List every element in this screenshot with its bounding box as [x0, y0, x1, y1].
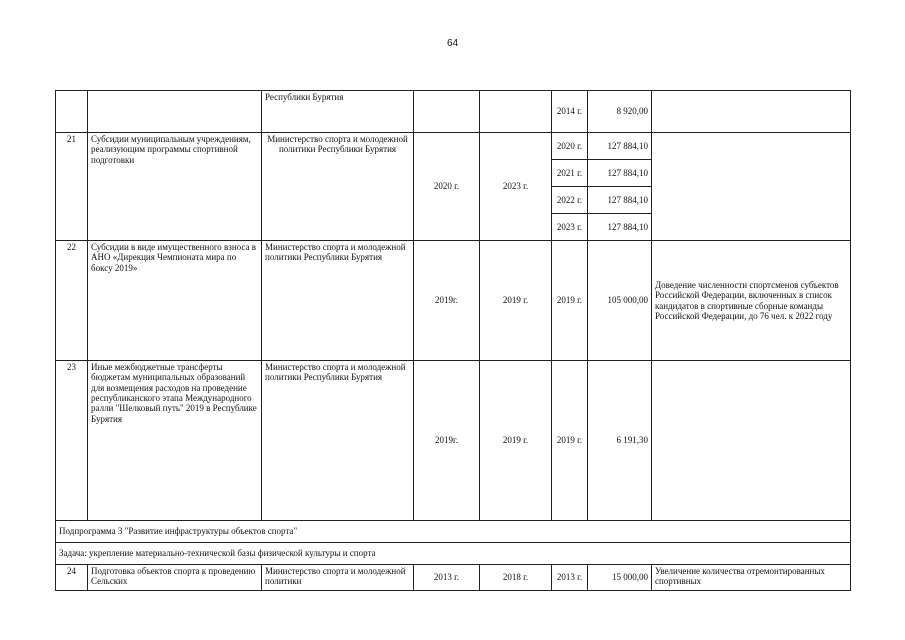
cell-responsible: Министерство спорта и молодежной политики Республики Бурятия [262, 241, 414, 361]
cell-result [652, 361, 851, 521]
cell-amount: 127 884,10 [588, 133, 652, 160]
task-heading: Задача: укрепление материально-технической базы физической культуры и спорта [56, 543, 851, 565]
cell-end: 2023 г. [480, 133, 552, 241]
cell-name [88, 91, 262, 133]
cell-num [56, 91, 88, 133]
cell-num: 23 [56, 361, 88, 521]
table-row-task [56, 543, 851, 565]
cell-responsible: Республики Бурятия [262, 91, 414, 133]
cell-end [480, 91, 552, 133]
table-row-24 [56, 565, 851, 591]
cell-result: Увеличение количества отремонтированных спортивных [652, 565, 851, 591]
cell-responsible: Министерство спорта и молодежной политики [262, 565, 414, 591]
table-row-22 [56, 241, 851, 361]
cell-name: Иные межбюджетные трансферты бюджетам муниципальных образований для возмещения расходов на проведение республиканского этапа Международного ралли "Шелковый путь" 2019 в Республике Бурятия [88, 361, 262, 521]
cell-name: Субсидии муниципальным учреждениям, реализующим программы спортивной подготовки [88, 133, 262, 241]
cell-start: 2019г. [414, 241, 480, 361]
cell-end: 2019 г. [480, 361, 552, 521]
cell-end: 2018 г. [480, 565, 552, 591]
cell-end: 2019 г. [480, 241, 552, 361]
cell-start: 2013 г. [414, 565, 480, 591]
cell-result [652, 133, 851, 241]
cell-amount: 8 920,00 [588, 91, 652, 133]
cell-name: Субсидии в виде имущественного взноса в АНО «Дирекция Чемпионата мира по боксу 2019» [88, 241, 262, 361]
table-row-21 [56, 133, 851, 160]
cell-year: 2023 г. [552, 214, 588, 241]
subprogram-heading: Подпрограмма 3 "Развитие инфраструктуры объектов спорта" [56, 521, 851, 543]
program-table [55, 90, 851, 591]
cell-amount: 15 000,00 [588, 565, 652, 591]
table-row-continuation [56, 91, 851, 133]
cell-name: Подготовка объектов спорта к проведению Сельских [88, 565, 262, 591]
cell-start [414, 91, 480, 133]
cell-year: 2019 г. [552, 241, 588, 361]
cell-responsible: Министерство спорта и молодежной политики Республики Бурятия [262, 133, 414, 241]
cell-amount: 127 884,10 [588, 160, 652, 187]
cell-num: 24 [56, 565, 88, 591]
cell-year: 2020 г. [552, 133, 588, 160]
cell-amount: 127 884,10 [588, 187, 652, 214]
cell-result: Доведение численности спортсменов субъектов Российской Федерации, включенных в список кандидатов в спортивные сборные команды Российской Федерации, до 76 чел. к 2022 году [652, 241, 851, 361]
cell-amount: 127 884,10 [588, 214, 652, 241]
table-row-subprogram [56, 521, 851, 543]
cell-amount: 105 000,00 [588, 241, 652, 361]
cell-year: 2022 г. [552, 187, 588, 214]
table-row-23 [56, 361, 851, 521]
cell-num: 22 [56, 241, 88, 361]
cell-year: 2013 г. [552, 565, 588, 591]
cell-year: 2019 г. [552, 361, 588, 521]
cell-start: 2020 г. [414, 133, 480, 241]
cell-year: 2021 г. [552, 160, 588, 187]
cell-start: 2019г. [414, 361, 480, 521]
cell-year: 2014 г. [552, 91, 588, 133]
page-number: 64 [446, 38, 459, 49]
cell-num: 21 [56, 133, 88, 241]
cell-responsible: Министерство спорта и молодежной политики Республики Бурятия [262, 361, 414, 521]
cell-amount: 6 191,30 [588, 361, 652, 521]
cell-result [652, 91, 851, 133]
